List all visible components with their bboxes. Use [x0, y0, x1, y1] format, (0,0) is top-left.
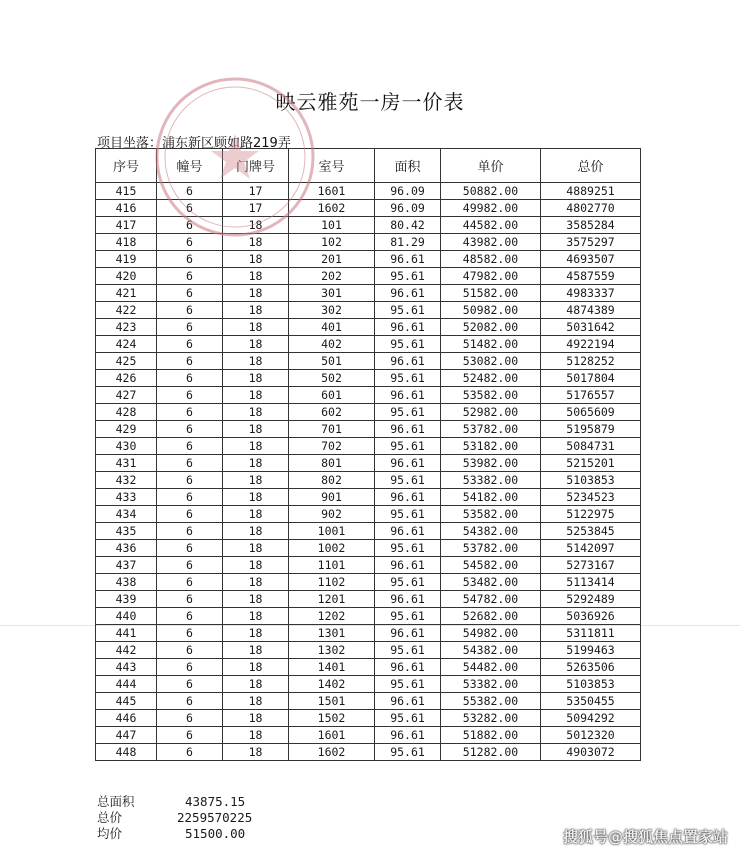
cell-area: 95.61 — [375, 336, 441, 353]
header-door-number: 门牌号 — [223, 149, 289, 183]
total-price-value: 2259570225 — [177, 810, 253, 825]
cell-area: 80.42 — [375, 217, 441, 234]
cell-room: 1501 — [289, 693, 375, 710]
cell-unit-price: 54382.00 — [441, 642, 541, 659]
cell-seq: 435 — [96, 523, 157, 540]
cell-area: 96.61 — [375, 319, 441, 336]
cell-area: 96.61 — [375, 523, 441, 540]
cell-seq: 438 — [96, 574, 157, 591]
header-area: 面积 — [375, 149, 441, 183]
cell-unit-price: 44582.00 — [441, 217, 541, 234]
cell-door-number: 17 — [223, 183, 289, 200]
cell-total-price: 5142097 — [541, 540, 641, 557]
cell-seq: 429 — [96, 421, 157, 438]
cell-total-price: 5094292 — [541, 710, 641, 727]
cell-total-price: 4903072 — [541, 744, 641, 761]
cell-room: 1602 — [289, 200, 375, 217]
cell-building: 6 — [157, 370, 223, 387]
cell-total-price: 5350455 — [541, 693, 641, 710]
cell-room: 902 — [289, 506, 375, 523]
cell-building: 6 — [157, 608, 223, 625]
header-unit-price: 单价 — [441, 149, 541, 183]
table-row — [96, 421, 641, 438]
table-row — [96, 540, 641, 557]
cell-unit-price: 43982.00 — [441, 234, 541, 251]
cell-total-price: 5084731 — [541, 438, 641, 455]
table-row — [96, 336, 641, 353]
price-table — [95, 148, 641, 761]
watermark: 搜狐号@搜狐焦点置家站 — [562, 828, 728, 846]
cell-seq: 416 — [96, 200, 157, 217]
cell-room: 702 — [289, 438, 375, 455]
cell-area: 96.61 — [375, 693, 441, 710]
cell-room: 1102 — [289, 574, 375, 591]
cell-room: 1202 — [289, 608, 375, 625]
table-row — [96, 693, 641, 710]
table-body — [96, 183, 641, 761]
cell-area: 95.61 — [375, 744, 441, 761]
cell-building: 6 — [157, 455, 223, 472]
cell-door-number: 18 — [223, 353, 289, 370]
cell-building: 6 — [157, 217, 223, 234]
table-row — [96, 455, 641, 472]
cell-seq: 415 — [96, 183, 157, 200]
table-row — [96, 438, 641, 455]
cell-area: 95.61 — [375, 438, 441, 455]
cell-total-price: 3575297 — [541, 234, 641, 251]
cell-unit-price: 52082.00 — [441, 319, 541, 336]
cell-area: 95.61 — [375, 302, 441, 319]
cell-door-number: 18 — [223, 523, 289, 540]
cell-room: 1602 — [289, 744, 375, 761]
cell-area: 95.61 — [375, 506, 441, 523]
cell-area: 96.09 — [375, 183, 441, 200]
cell-area: 96.61 — [375, 421, 441, 438]
average-price-row — [97, 826, 252, 842]
cell-seq: 447 — [96, 727, 157, 744]
cell-room: 1302 — [289, 642, 375, 659]
cell-total-price: 3585284 — [541, 217, 641, 234]
cell-door-number: 18 — [223, 693, 289, 710]
cell-seq: 436 — [96, 540, 157, 557]
cell-seq: 444 — [96, 676, 157, 693]
cell-unit-price: 53582.00 — [441, 506, 541, 523]
cell-total-price: 5036926 — [541, 608, 641, 625]
cell-door-number: 18 — [223, 387, 289, 404]
cell-building: 6 — [157, 506, 223, 523]
table-row — [96, 472, 641, 489]
cell-seq: 427 — [96, 387, 157, 404]
cell-unit-price: 53982.00 — [441, 455, 541, 472]
cell-seq: 442 — [96, 642, 157, 659]
cell-unit-price: 48582.00 — [441, 251, 541, 268]
cell-total-price: 5113414 — [541, 574, 641, 591]
cell-room: 1201 — [289, 591, 375, 608]
cell-area: 96.61 — [375, 251, 441, 268]
cell-room: 802 — [289, 472, 375, 489]
cell-building: 6 — [157, 421, 223, 438]
cell-building: 6 — [157, 744, 223, 761]
cell-total-price: 5273167 — [541, 557, 641, 574]
table-row — [96, 710, 641, 727]
cell-door-number: 18 — [223, 438, 289, 455]
cell-total-price: 5065609 — [541, 404, 641, 421]
cell-seq: 419 — [96, 251, 157, 268]
cell-door-number: 18 — [223, 370, 289, 387]
cell-seq: 422 — [96, 302, 157, 319]
cell-door-number: 18 — [223, 710, 289, 727]
cell-seq: 443 — [96, 659, 157, 676]
cell-seq: 421 — [96, 285, 157, 302]
cell-door-number: 18 — [223, 557, 289, 574]
page-title: 映云雅苑一房一价表 — [275, 90, 465, 114]
table-row — [96, 353, 641, 370]
cell-unit-price: 53482.00 — [441, 574, 541, 591]
cell-room: 1402 — [289, 676, 375, 693]
cell-building: 6 — [157, 540, 223, 557]
cell-door-number: 18 — [223, 574, 289, 591]
cell-seq: 441 — [96, 625, 157, 642]
cell-building: 6 — [157, 489, 223, 506]
cell-room: 301 — [289, 285, 375, 302]
cell-room: 1502 — [289, 710, 375, 727]
cell-door-number: 18 — [223, 676, 289, 693]
cell-room: 1002 — [289, 540, 375, 557]
cell-door-number: 18 — [223, 489, 289, 506]
cell-door-number: 18 — [223, 421, 289, 438]
table-row — [96, 217, 641, 234]
cell-seq: 428 — [96, 404, 157, 421]
cell-unit-price: 54182.00 — [441, 489, 541, 506]
cell-seq: 448 — [96, 744, 157, 761]
cell-area: 96.61 — [375, 353, 441, 370]
cell-door-number: 18 — [223, 506, 289, 523]
table-row — [96, 608, 641, 625]
cell-unit-price: 53082.00 — [441, 353, 541, 370]
cell-total-price: 4874389 — [541, 302, 641, 319]
cell-room: 1301 — [289, 625, 375, 642]
cell-room: 901 — [289, 489, 375, 506]
cell-room: 1001 — [289, 523, 375, 540]
cell-door-number: 18 — [223, 455, 289, 472]
header-total-price: 总价 — [541, 149, 641, 183]
cell-total-price: 4587559 — [541, 268, 641, 285]
cell-unit-price: 55382.00 — [441, 693, 541, 710]
cell-total-price: 5263506 — [541, 659, 641, 676]
table-row — [96, 591, 641, 608]
cell-unit-price: 53282.00 — [441, 710, 541, 727]
cell-building: 6 — [157, 557, 223, 574]
cell-seq: 434 — [96, 506, 157, 523]
cell-building: 6 — [157, 268, 223, 285]
table-row — [96, 200, 641, 217]
cell-building: 6 — [157, 693, 223, 710]
cell-unit-price: 54782.00 — [441, 591, 541, 608]
cell-area: 95.61 — [375, 540, 441, 557]
cell-area: 96.61 — [375, 625, 441, 642]
cell-area: 95.61 — [375, 574, 441, 591]
table-row — [96, 268, 641, 285]
cell-room: 102 — [289, 234, 375, 251]
table-row — [96, 319, 641, 336]
cell-seq: 439 — [96, 591, 157, 608]
cell-total-price: 4983337 — [541, 285, 641, 302]
cell-total-price: 5122975 — [541, 506, 641, 523]
cell-area: 95.61 — [375, 642, 441, 659]
cell-door-number: 18 — [223, 540, 289, 557]
cell-area: 96.61 — [375, 285, 441, 302]
cell-seq: 425 — [96, 353, 157, 370]
cell-building: 6 — [157, 285, 223, 302]
header-room: 室号 — [289, 149, 375, 183]
cell-door-number: 18 — [223, 608, 289, 625]
cell-room: 701 — [289, 421, 375, 438]
cell-building: 6 — [157, 336, 223, 353]
cell-room: 101 — [289, 217, 375, 234]
table-row — [96, 251, 641, 268]
cell-area: 95.61 — [375, 370, 441, 387]
cell-area: 95.61 — [375, 268, 441, 285]
cell-unit-price: 51482.00 — [441, 336, 541, 353]
cell-room: 402 — [289, 336, 375, 353]
cell-seq: 418 — [96, 234, 157, 251]
header-seq: 序号 — [96, 149, 157, 183]
cell-door-number: 18 — [223, 744, 289, 761]
cell-area: 95.61 — [375, 608, 441, 625]
table-row — [96, 387, 641, 404]
cell-building: 6 — [157, 591, 223, 608]
cell-door-number: 18 — [223, 404, 289, 421]
cell-building: 6 — [157, 472, 223, 489]
cell-door-number: 18 — [223, 268, 289, 285]
cell-seq: 433 — [96, 489, 157, 506]
cell-door-number: 18 — [223, 302, 289, 319]
cell-unit-price: 50882.00 — [441, 183, 541, 200]
cell-seq: 426 — [96, 370, 157, 387]
total-area-label: 总面积 — [97, 794, 135, 809]
cell-room: 602 — [289, 404, 375, 421]
cell-unit-price: 53182.00 — [441, 438, 541, 455]
table-row — [96, 523, 641, 540]
cell-area: 96.61 — [375, 727, 441, 744]
table-row — [96, 744, 641, 761]
cell-door-number: 18 — [223, 591, 289, 608]
cell-area: 81.29 — [375, 234, 441, 251]
cell-area: 95.61 — [375, 676, 441, 693]
cell-unit-price: 47982.00 — [441, 268, 541, 285]
table-row — [96, 727, 641, 744]
cell-seq: 431 — [96, 455, 157, 472]
cell-unit-price: 53782.00 — [441, 421, 541, 438]
cell-unit-price: 51882.00 — [441, 727, 541, 744]
table-row — [96, 489, 641, 506]
cell-unit-price: 54982.00 — [441, 625, 541, 642]
cell-total-price: 5215201 — [541, 455, 641, 472]
cell-building: 6 — [157, 404, 223, 421]
cell-door-number: 18 — [223, 472, 289, 489]
cell-door-number: 18 — [223, 659, 289, 676]
table-row — [96, 642, 641, 659]
project-location: 项目坐落：浦东新区顾如路219弄 — [97, 136, 291, 151]
cell-area: 95.61 — [375, 404, 441, 421]
cell-unit-price: 52682.00 — [441, 608, 541, 625]
cell-building: 6 — [157, 523, 223, 540]
cell-building: 6 — [157, 642, 223, 659]
table-row — [96, 285, 641, 302]
cell-seq: 446 — [96, 710, 157, 727]
cell-total-price: 5128252 — [541, 353, 641, 370]
table-row — [96, 506, 641, 523]
cell-total-price: 5292489 — [541, 591, 641, 608]
cell-door-number: 17 — [223, 200, 289, 217]
cell-door-number: 18 — [223, 285, 289, 302]
cell-total-price: 5195879 — [541, 421, 641, 438]
cell-area: 96.61 — [375, 455, 441, 472]
cell-total-price: 4802770 — [541, 200, 641, 217]
cell-room: 502 — [289, 370, 375, 387]
cell-unit-price: 53782.00 — [441, 540, 541, 557]
cell-door-number: 18 — [223, 727, 289, 744]
cell-unit-price: 49982.00 — [441, 200, 541, 217]
cell-unit-price: 52482.00 — [441, 370, 541, 387]
cell-door-number: 18 — [223, 642, 289, 659]
cell-area: 96.61 — [375, 387, 441, 404]
cell-building: 6 — [157, 200, 223, 217]
cell-unit-price: 50982.00 — [441, 302, 541, 319]
cell-unit-price: 51282.00 — [441, 744, 541, 761]
cell-door-number: 18 — [223, 251, 289, 268]
cell-seq: 437 — [96, 557, 157, 574]
cell-room: 302 — [289, 302, 375, 319]
cell-room: 801 — [289, 455, 375, 472]
cell-building: 6 — [157, 234, 223, 251]
cell-unit-price: 51582.00 — [441, 285, 541, 302]
cell-area: 95.61 — [375, 710, 441, 727]
cell-door-number: 18 — [223, 336, 289, 353]
cell-total-price: 5103853 — [541, 472, 641, 489]
average-price-value: 51500.00 — [185, 826, 246, 841]
total-price-row — [97, 810, 252, 826]
cell-total-price: 5103853 — [541, 676, 641, 693]
cell-seq: 417 — [96, 217, 157, 234]
table-row — [96, 404, 641, 421]
cell-door-number: 18 — [223, 625, 289, 642]
cell-room: 501 — [289, 353, 375, 370]
cell-building: 6 — [157, 710, 223, 727]
table-row — [96, 659, 641, 676]
cell-building: 6 — [157, 319, 223, 336]
cell-area: 96.61 — [375, 557, 441, 574]
table-row — [96, 183, 641, 200]
cell-room: 1601 — [289, 183, 375, 200]
cell-unit-price: 54382.00 — [441, 523, 541, 540]
table-row — [96, 234, 641, 251]
total-area-value: 43875.15 — [185, 794, 246, 809]
cell-room: 202 — [289, 268, 375, 285]
cell-building: 6 — [157, 302, 223, 319]
table-row — [96, 370, 641, 387]
total-area-row — [97, 794, 252, 810]
table-row — [96, 557, 641, 574]
cell-building: 6 — [157, 438, 223, 455]
cell-unit-price: 53382.00 — [441, 472, 541, 489]
cell-unit-price: 53382.00 — [441, 676, 541, 693]
average-price-label: 均价 — [97, 826, 123, 841]
cell-seq: 445 — [96, 693, 157, 710]
cell-total-price: 5199463 — [541, 642, 641, 659]
cell-room: 1401 — [289, 659, 375, 676]
cell-building: 6 — [157, 353, 223, 370]
cell-total-price: 5176557 — [541, 387, 641, 404]
cell-building: 6 — [157, 251, 223, 268]
cell-room: 401 — [289, 319, 375, 336]
totals-block — [97, 794, 252, 842]
table-row — [96, 302, 641, 319]
cell-area: 96.61 — [375, 489, 441, 506]
cell-unit-price: 52982.00 — [441, 404, 541, 421]
cell-room: 1601 — [289, 727, 375, 744]
cell-unit-price: 54582.00 — [441, 557, 541, 574]
cell-building: 6 — [157, 625, 223, 642]
cell-total-price: 4922194 — [541, 336, 641, 353]
cell-area: 95.61 — [375, 472, 441, 489]
cell-building: 6 — [157, 727, 223, 744]
cell-seq: 424 — [96, 336, 157, 353]
cell-building: 6 — [157, 574, 223, 591]
table-row — [96, 625, 641, 642]
cell-area: 96.61 — [375, 591, 441, 608]
cell-total-price: 4693507 — [541, 251, 641, 268]
cell-total-price: 5012320 — [541, 727, 641, 744]
cell-building: 6 — [157, 659, 223, 676]
cell-total-price: 4889251 — [541, 183, 641, 200]
cell-area: 96.09 — [375, 200, 441, 217]
cell-seq: 423 — [96, 319, 157, 336]
cell-seq: 432 — [96, 472, 157, 489]
cell-building: 6 — [157, 676, 223, 693]
header-building: 幢号 — [157, 149, 223, 183]
cell-room: 201 — [289, 251, 375, 268]
cell-area: 96.61 — [375, 659, 441, 676]
cell-building: 6 — [157, 183, 223, 200]
table-row — [96, 574, 641, 591]
cell-room: 1101 — [289, 557, 375, 574]
cell-total-price: 5017804 — [541, 370, 641, 387]
cell-total-price: 5234523 — [541, 489, 641, 506]
total-price-label: 总价 — [97, 810, 123, 825]
cell-unit-price: 54482.00 — [441, 659, 541, 676]
cell-unit-price: 53582.00 — [441, 387, 541, 404]
cell-total-price: 5031642 — [541, 319, 641, 336]
cell-total-price: 5311811 — [541, 625, 641, 642]
cell-seq: 440 — [96, 608, 157, 625]
cell-door-number: 18 — [223, 319, 289, 336]
cell-door-number: 18 — [223, 234, 289, 251]
cell-seq: 420 — [96, 268, 157, 285]
table-header-row — [96, 149, 641, 183]
cell-door-number: 18 — [223, 217, 289, 234]
cell-room: 601 — [289, 387, 375, 404]
cell-building: 6 — [157, 387, 223, 404]
cell-seq: 430 — [96, 438, 157, 455]
cell-total-price: 5253845 — [541, 523, 641, 540]
table-row — [96, 676, 641, 693]
